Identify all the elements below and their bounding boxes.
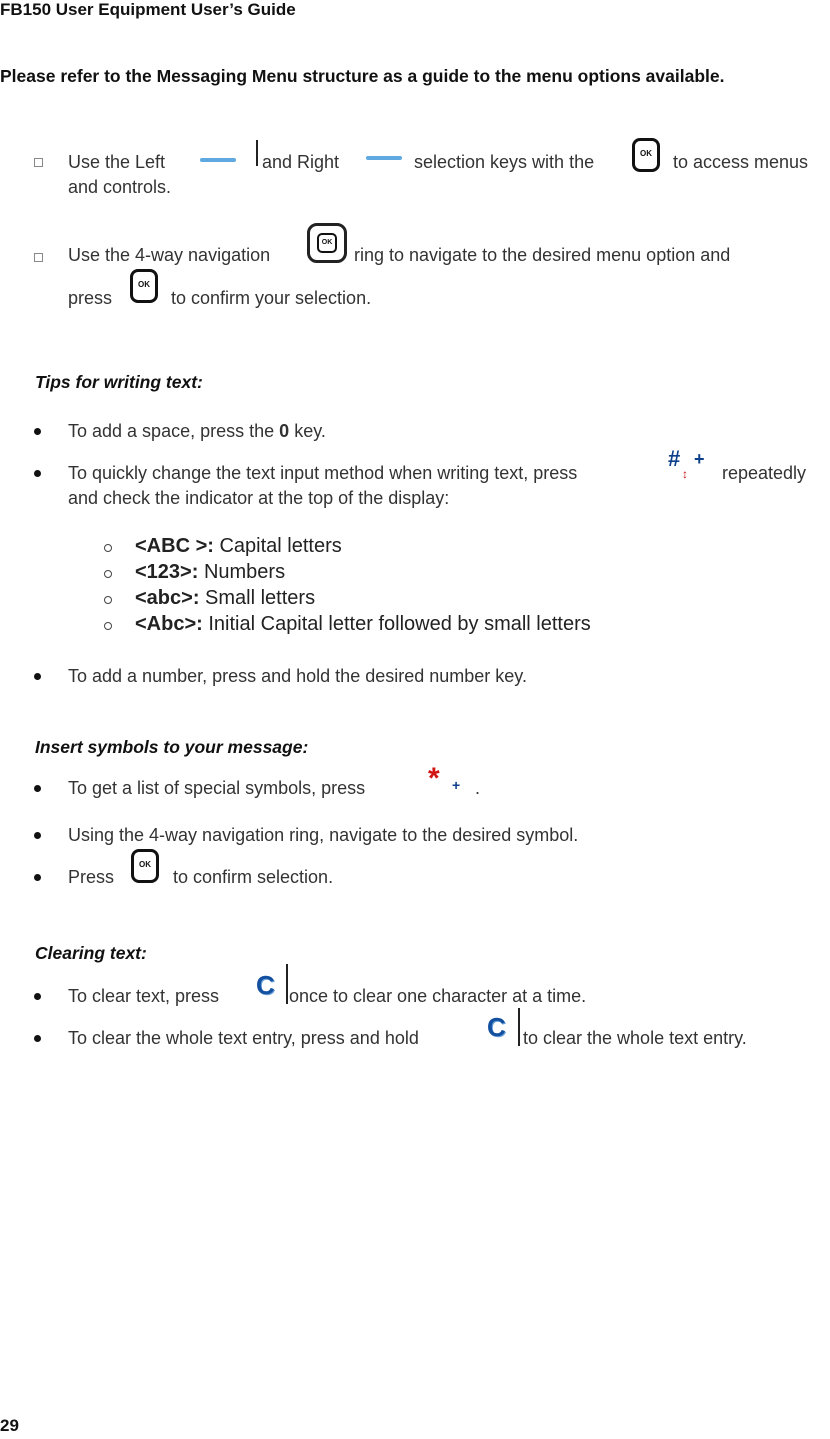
mode-item: [135, 561, 285, 584]
page-number: 29: [0, 1416, 19, 1435]
nav-item2-part2: ring to navigate to the desired menu option and: [354, 245, 731, 265]
tip-space-text: [68, 421, 326, 442]
bullet-dot: [34, 470, 41, 477]
mode-desc: Initial Capital letter followed by small letters: [208, 613, 591, 635]
nav-item2-part4: to confirm your selection.: [171, 288, 372, 308]
bullet-dot: [34, 1035, 41, 1042]
mode-desc: Numbers: [203, 561, 286, 583]
intro-paragraph: Please refer to the Messaging Menu structure as a guide to the menu options available.: [0, 66, 725, 86]
tips-heading: Tips for writing text:: [35, 372, 203, 392]
clearing-heading: Clearing text:: [35, 943, 147, 963]
symbols-press-part1: Press: [68, 867, 115, 887]
bullet-dot: [34, 993, 41, 1000]
bullet-dot: [34, 673, 41, 680]
text-cursor-mark: [286, 964, 288, 1004]
nav-item1-part3: selection keys with the: [414, 152, 595, 172]
square-bullet-2: [34, 253, 43, 262]
ring-bullet: [104, 622, 112, 630]
symbols-nav-text: Using the 4-way navigation ring, navigate to the desired symbol.: [68, 825, 579, 845]
mode-code: <123>:: [135, 561, 199, 583]
ring-bullet: [104, 596, 112, 604]
hash-glyph: #: [668, 446, 681, 471]
tip-number-text: To add a number, press and hold the desired number key.: [68, 666, 527, 686]
plus-glyph: +: [694, 449, 705, 469]
mode-code: <ABC >:: [135, 535, 214, 557]
mode-item: [135, 587, 315, 610]
ring-bullet: [104, 544, 112, 552]
ok-key-icon: OK: [131, 849, 159, 883]
bullet-dot: [34, 785, 41, 792]
clearing-one-part2: once to clear one character at a time.: [289, 986, 587, 1006]
star-key-icon: [428, 764, 468, 794]
ok-key-icon: OK: [130, 269, 158, 303]
tip-space-part2: key.: [294, 421, 326, 441]
plus-glyph: +: [452, 777, 461, 793]
text-cursor-mark: [518, 1008, 520, 1046]
left-soft-key-icon: [200, 158, 236, 162]
tip-method-part1: To quickly change the text input method when writing text, press: [68, 463, 578, 483]
mode-item: [135, 613, 591, 636]
bullet-dot: [34, 874, 41, 881]
nav-item1-part2: and Right: [262, 152, 340, 172]
mode-desc: Capital letters: [219, 535, 342, 557]
bullet-dot: [34, 832, 41, 839]
mode-code: <abc>:: [135, 587, 200, 609]
document-header: FB150 User Equipment User’s Guide: [0, 0, 296, 19]
clearing-all-part2: to clear the whole text entry.: [523, 1028, 747, 1048]
arrow-glyph: ↕: [682, 467, 688, 481]
mode-item: [135, 535, 342, 558]
ok-key-center-icon: OK: [317, 233, 337, 253]
symbols-list-part2: .: [475, 778, 481, 798]
c-key-icon: C: [256, 970, 275, 1000]
symbols-press-part2: to confirm selection.: [173, 867, 334, 887]
hash-key-icon: [668, 446, 714, 480]
star-glyph: *: [428, 762, 440, 795]
navigation-ring-icon: [307, 223, 347, 263]
nav-item1-part4: to access menus: [673, 152, 809, 172]
nav-item1-part1: Use the Left: [68, 152, 166, 172]
c-key-icon: C: [487, 1012, 506, 1042]
mode-desc: Small letters: [205, 587, 316, 609]
ok-key-icon: OK: [632, 138, 660, 172]
ring-bullet: [104, 570, 112, 578]
symbols-list-part1: To get a list of special symbols, press: [68, 778, 366, 798]
square-bullet-1: [34, 158, 43, 167]
nav-item2-part1: Use the 4-way navigation: [68, 245, 271, 265]
mode-code: <Abc>:: [135, 613, 203, 635]
right-soft-key-icon: [366, 156, 402, 160]
tip-space-key: 0: [279, 421, 290, 441]
bullet-dot: [34, 428, 41, 435]
symbols-heading: Insert symbols to your message:: [35, 737, 309, 757]
clearing-one-part1: To clear text, press: [68, 986, 220, 1006]
tip-method-line2: and check the indicator at the top of the display:: [68, 488, 450, 508]
nav-item1-line2: and controls.: [68, 177, 172, 197]
tip-method-part2: repeatedly: [722, 463, 807, 483]
nav-item2-part3: press: [68, 288, 113, 308]
tip-space-part1: To add a space, press the: [68, 421, 275, 441]
clearing-all-part1: To clear the whole text entry, press and hold: [68, 1028, 419, 1048]
text-cursor-mark: [256, 140, 258, 166]
